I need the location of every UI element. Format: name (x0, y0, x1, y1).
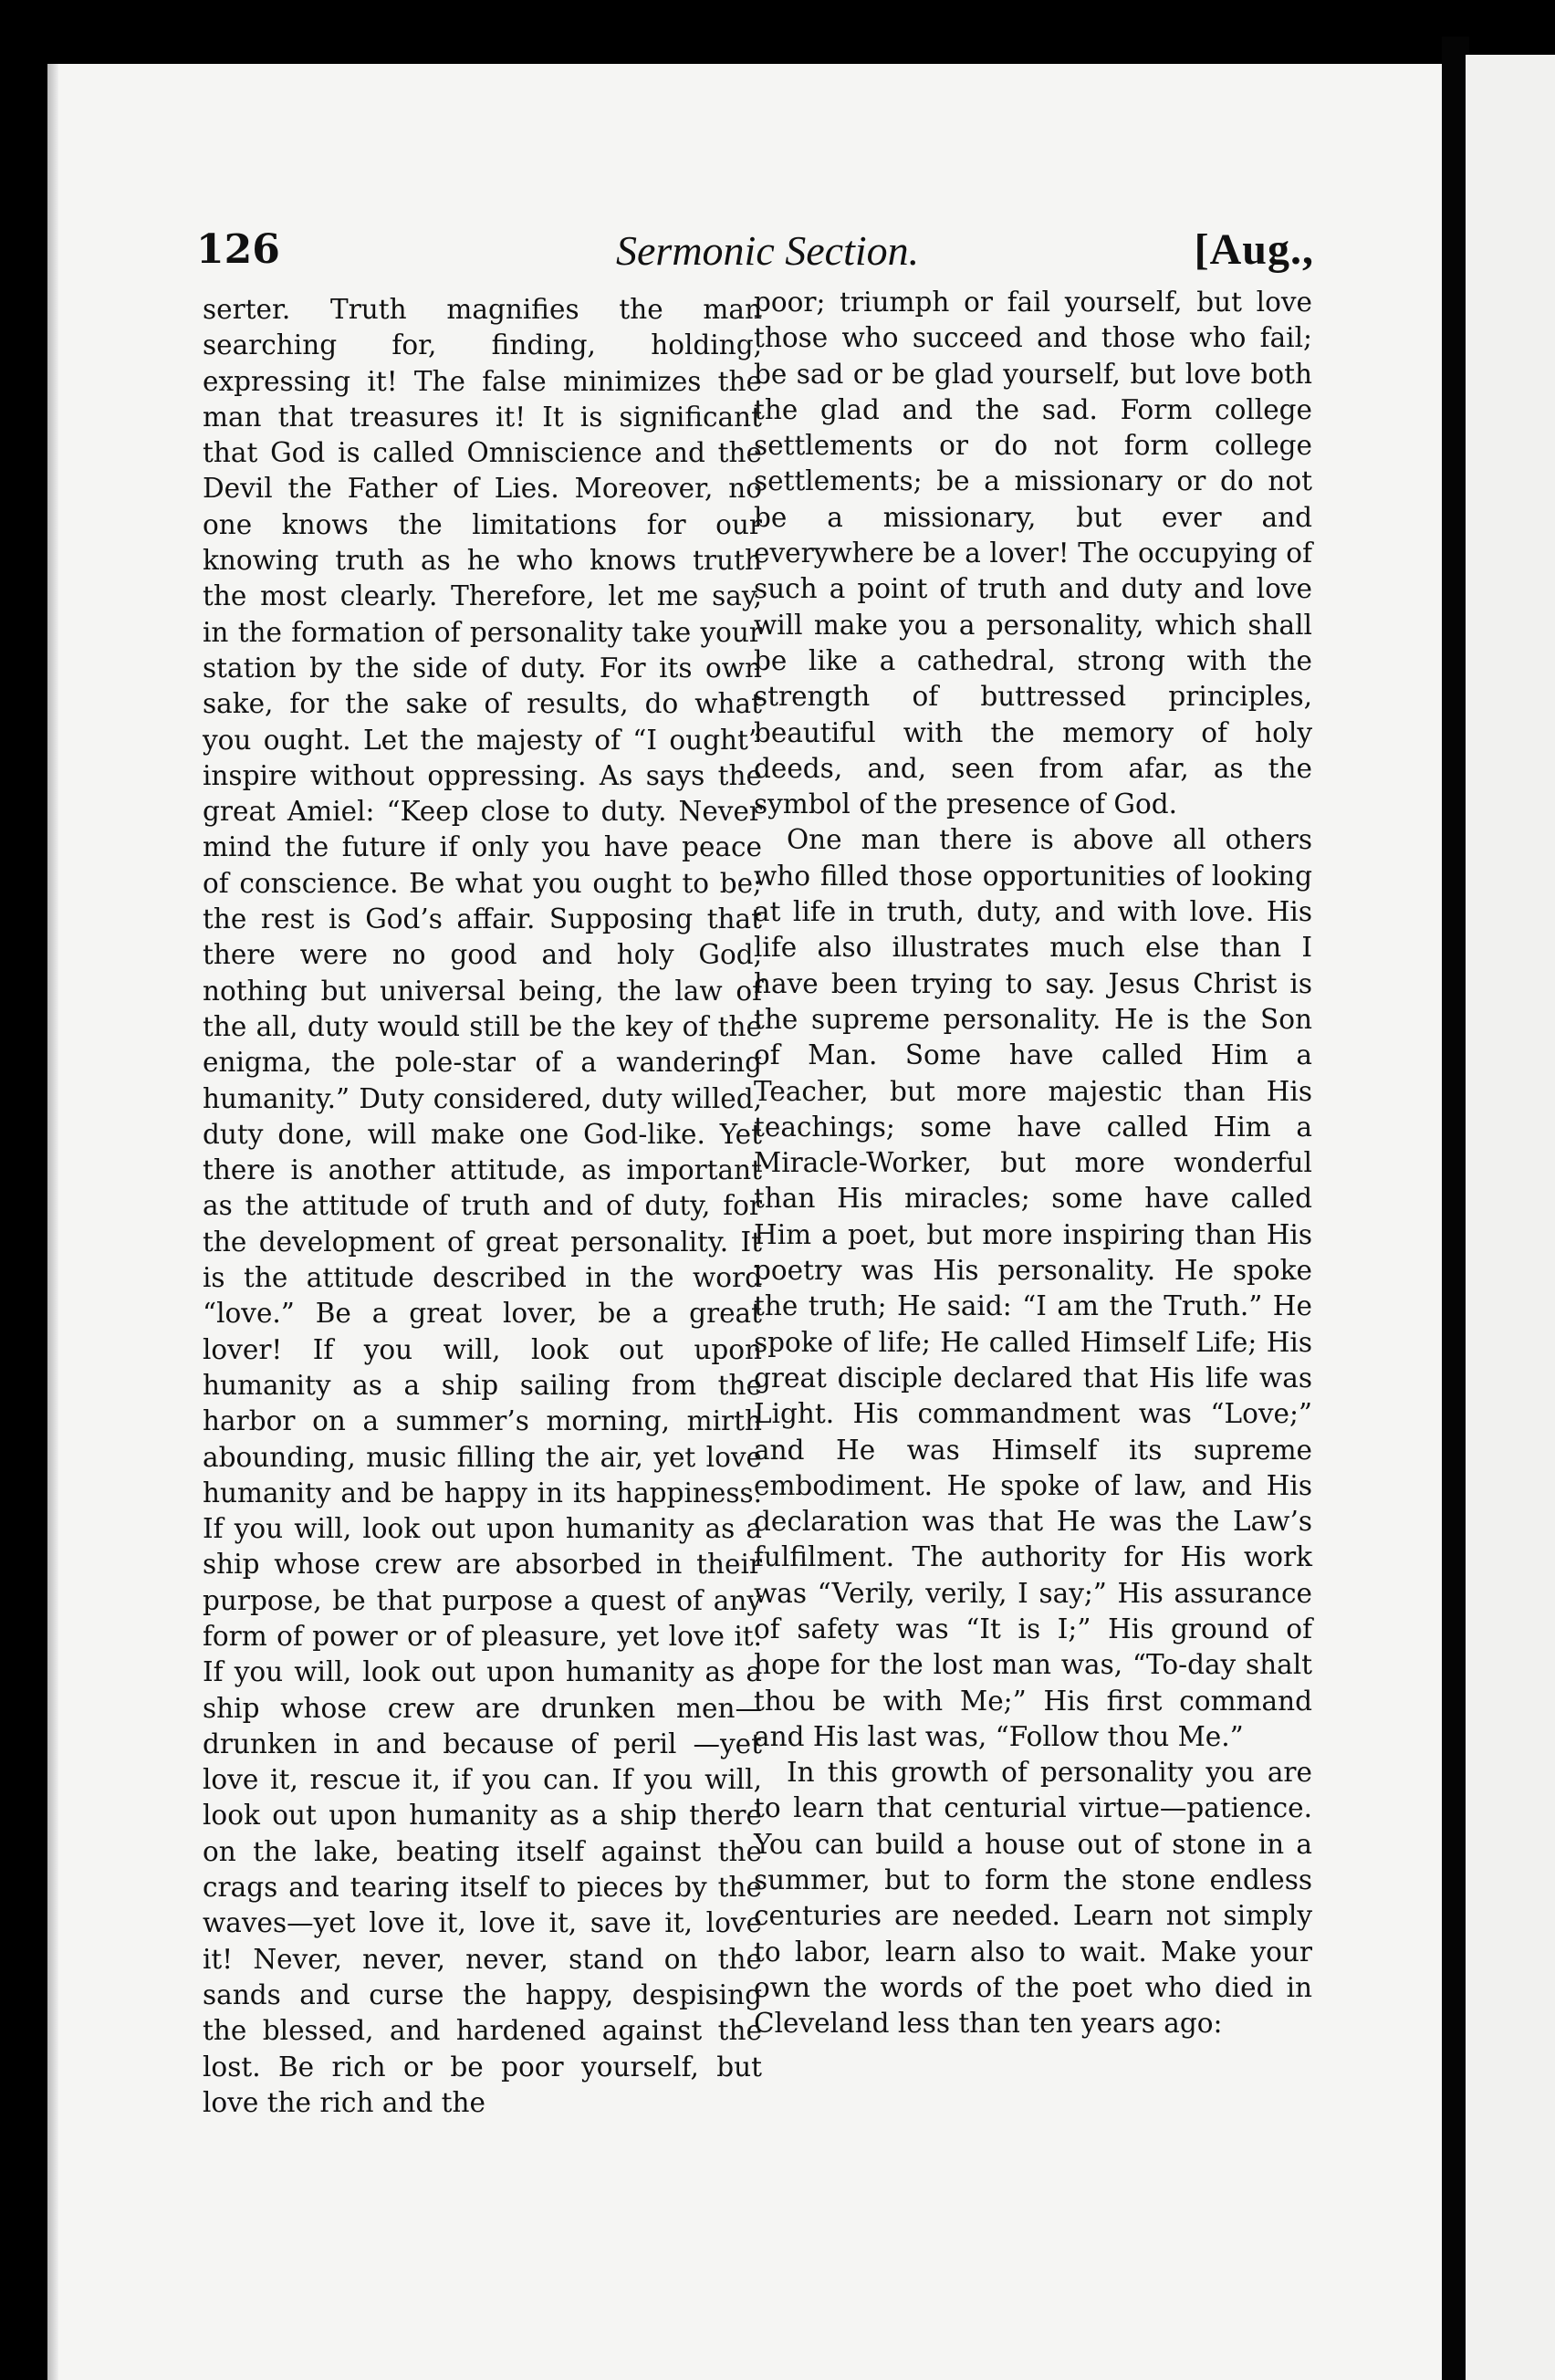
paragraph: One man there is above all others who filled those opportunities of looking at life in truth, duty, and with love. His life also illustrates much else than I have been trying to say. Jesus Christ is the supreme personality. He is the Son of Man. Some have called Him a Teacher, but more majestic than His teachings; some have called Him a Miracle-Worker, but more wonderful than His miracles; some have called Him a poet, but more inspiring than His poetry was His personality. He spoke the truth; He said: “I am the Truth.” He spoke of life; He called Himself Life; His great disciple declared that His life was Light. His commandment was “Love;” and He was Himself its supreme embodiment. He spoke of law, and His declaration was that He was the Law’s fulfilment. The authority for His work was “Verily, verily, I say;” His assurance of safety was “It is I;” His ground of hope for the lost man was, “To-day shalt thou be with Me;” His first command and His last was, “Follow thou Me.” (754, 824, 1312, 1752)
issue-month: [Aug., (1194, 225, 1314, 274)
page-edge-shading (47, 64, 58, 2380)
section-title: Sermonic Section. (616, 227, 920, 274)
paragraph: In this growth of personality you are to learn that centurial virtue—patience. You can build a house out of stone in a summer, but to form the stone endless centuries are needed. Learn not simply to labor, learn also to wait. Make your own the words of the poet who died in Cleveland less than ten years ago: (754, 1757, 1312, 2040)
running-header (196, 226, 1314, 290)
paragraph: serter. Truth magnifies the man searching for, finding, holding, expressing it! The false minimizes the man that treasures it! It is significant that God is called Omniscience and the Devil the Father of Lies. Moreover, no one knows the limitations for our knowing truth as he who knows truth the most clearly. Therefore, let me say, in the formation of personality take your station by the side of duty. For its own sake, for the sake of results, do what you ought. Let the majesty of “I ought” inspire without oppressing. As says the great Amiel: “Keep close to duty. Never mind the future if only you have peace of conscience. Be what you ought to be; the rest is God’s affair. Supposing that there were no good and holy God, nothing but universal being, the law of the all, duty would still be the key of the enigma, the pole-star of a wandering humanity.” Duty considered, duty willed, duty done, will make one God-like. Yet there is another attitude, as important as the attitude of truth and of duty, for the development of great personality. It is the attitude described in the word “love.” Be a great lover, be a great lover! If you will, look out upon humanity as a ship sailing from the harbor on a summer’s morning, mirth abounding, music filling the air, yet love humanity and be happy in its happiness. If you will, look out upon humanity as a ship whose crew are absorbed in their purpose, be that purpose a quest of any form of power or of pleasure, yet love it. If you will, look out upon humanity as a ship whose crew are drunken men—drunken in and because of peril —yet love it, rescue it, if you can. If you will, look out upon humanity as a ship there on the lake, beating itself against the crags and tearing itself to pieces by the waves—yet love it, love it, save it, love it! Never, never, never, stand on the sands and curse the happy, despising the blessed, and hardened against the lost. Be rich or be poor yourself, but love the rich and the (203, 294, 762, 2118)
right-column (754, 285, 1312, 2040)
facing-page-edge (1466, 55, 1555, 2380)
page-number: 126 (196, 226, 280, 273)
paragraph: poor; triumph or fail yourself, but love those who succeed and those who fail; be sad or be glad yourself, but love both the glad and the sad. Form college settlements or do not form college settlements; be a missionary or do not be a missionary, but ever and everywhere be a lover! The occupying of such a point of truth and duty and love will make you a personality, which shall be like a cathedral, strong with the strength of buttressed principles, beautiful with the memory of holy deeds, and, seen from afar, as the symbol of the presence of God. (754, 287, 1312, 820)
left-column (203, 292, 762, 2234)
